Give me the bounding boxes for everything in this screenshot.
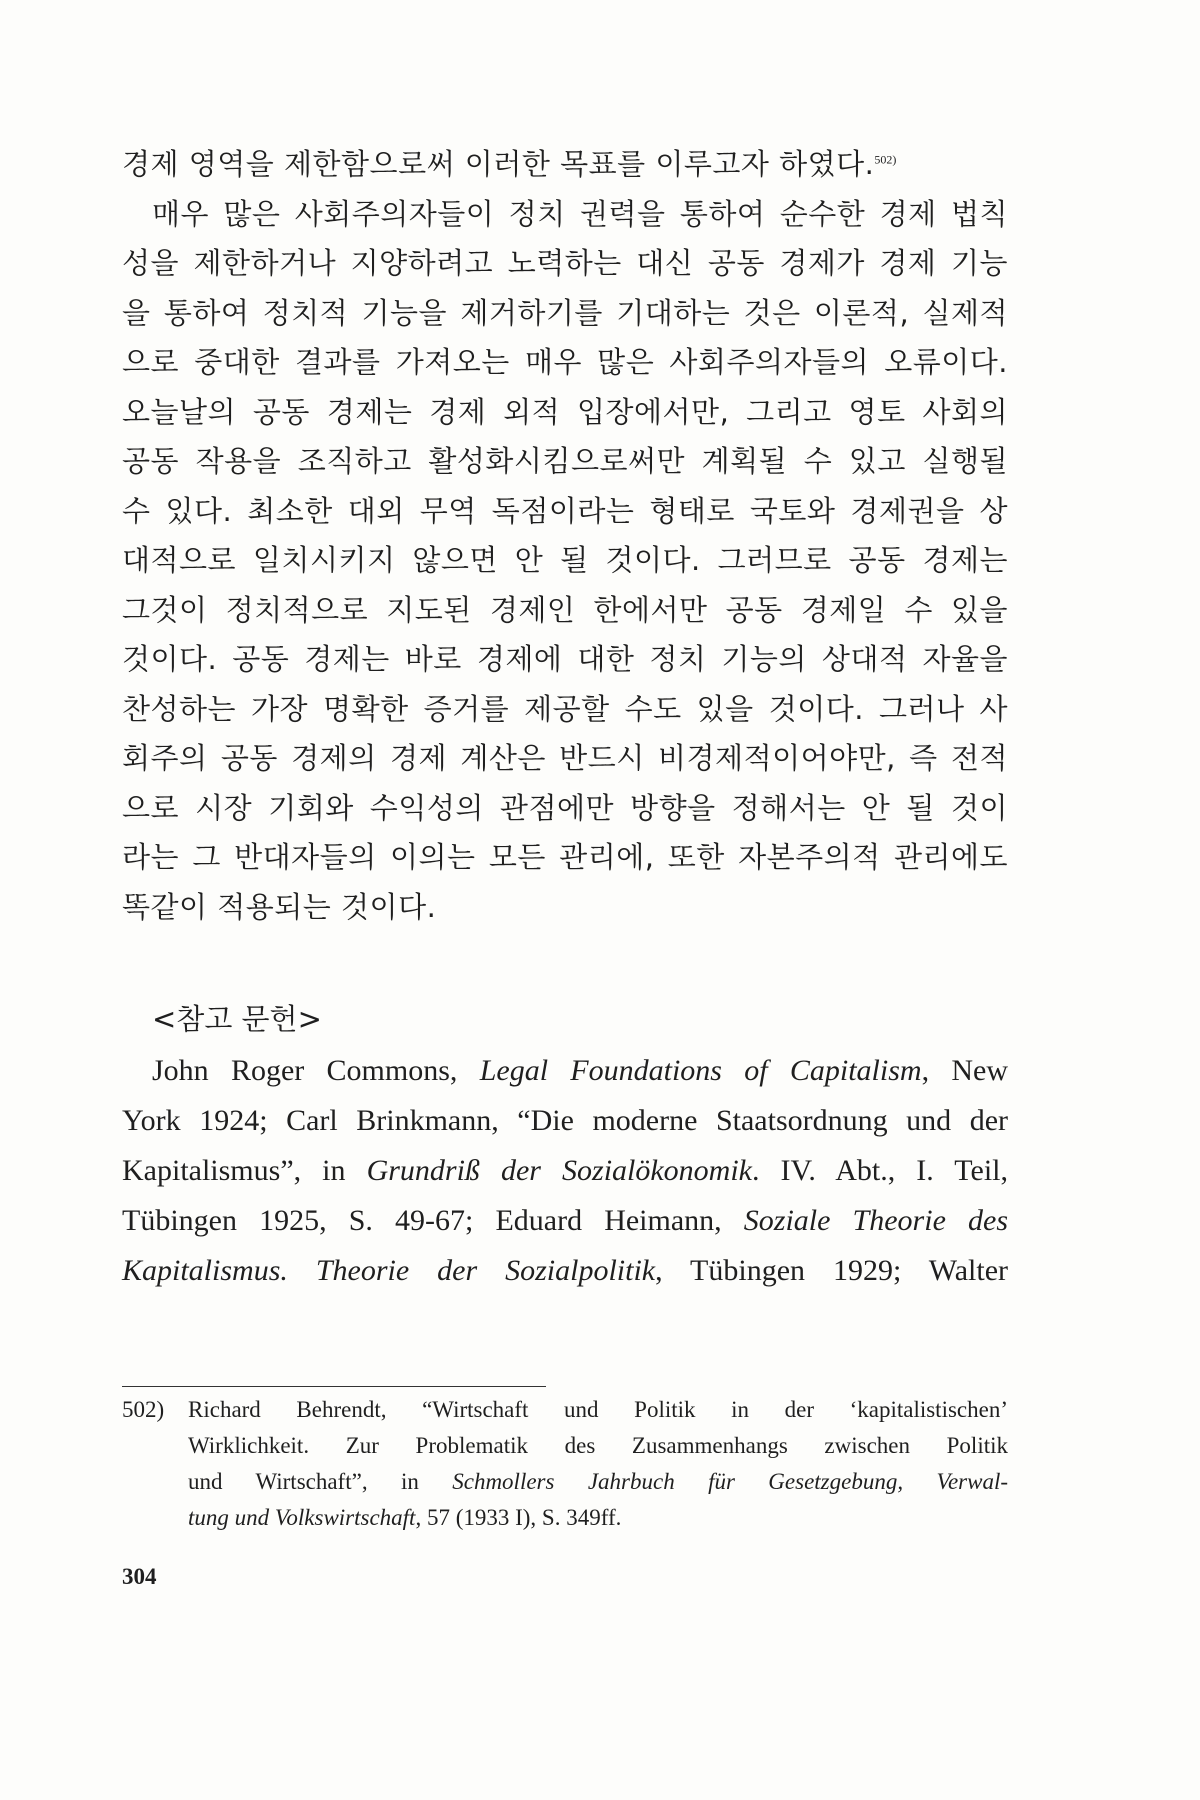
reference-text: , New: [921, 1054, 1008, 1087]
reference-line: [122, 1146, 1008, 1196]
body-line: [122, 140, 1008, 190]
body-line: 으로 시장 기회와 수익성의 관점에만 방향을 정해서는 안 될 것이: [122, 790, 1008, 825]
footnote-line: [188, 1464, 1008, 1500]
reference-text: John Roger Commons,: [152, 1054, 480, 1087]
footnote-number: 502): [122, 1397, 165, 1422]
reference-text: Kapitalismus”, in: [122, 1154, 367, 1187]
body-line: 대적으로 일치시키지 않으면 안 될 것이다. 그러므로 공동 경제는: [122, 543, 1008, 577]
footnote-body: [188, 1392, 1008, 1536]
body-line: 그것이 정치적으로 지도된 경제인 한에서만 공동 경제일 수 있을: [122, 592, 1008, 627]
body-line: 회주의 공동 경제의 경제 계산은 반드시 비경제적이어야만, 즉 전적: [122, 741, 1008, 775]
body-line: 수 있다. 최소한 대외 무역 독점이라는 형태로 국토와 경제권을 상: [122, 493, 1008, 528]
footnote-text: und Wirtschaft”, in: [188, 1469, 453, 1494]
page-content: [122, 140, 1008, 1296]
reference-title: Grundriß der Sozialökonomik: [366, 1154, 752, 1187]
footnote-reference[interactable]: 502): [874, 152, 897, 167]
body-line: 을 통하여 정치적 기능을 제거하기를 기대하는 것은 이론적, 실제적: [122, 295, 1008, 330]
body-line: 찬성하는 가장 명확한 증거를 제공할 수도 있을 것이다. 그러나 사: [122, 691, 1008, 726]
reference-text: . IV. Abt., I. Teil,: [752, 1154, 1008, 1187]
page-number: 304: [122, 1564, 157, 1589]
footnote: [122, 1392, 1008, 1536]
footnote-title: tung und Volkswirtschaft: [188, 1505, 416, 1530]
reference-title: Kapitalismus. Theorie der Sozialpolitik: [122, 1254, 656, 1287]
footnote-line: Wirklichkeit. Zur Problematik des Zusammenhangs zwischen Politik: [188, 1433, 1008, 1458]
footnote-line: Richard Behrendt, “Wirtschaft und Politik in der ‘kapitalistischen’: [188, 1397, 1008, 1422]
reference-line: [122, 1246, 1008, 1296]
body-line: 매우 많은 사회주의자들이 정치 권력을 통하여 순수한 경제 법칙: [152, 196, 1008, 231]
footnote-line: [188, 1500, 1008, 1536]
reference-title: Legal Foundations of Capitalism: [479, 1054, 922, 1087]
reference-line: York 1924; Carl Brinkmann, “Die moderne Staatsordnung und der: [122, 1104, 1008, 1137]
body-line: 라는 그 반대자들의 이의는 모든 관리에, 또한 자본주의적 관리에도: [122, 840, 1008, 874]
reference-line: [122, 1046, 1008, 1096]
reference-line: [122, 1196, 1008, 1246]
references-list: [122, 1046, 1008, 1296]
body-line: 똑같이 적용되는 것이다.: [122, 889, 437, 924]
body-line: 오늘날의 공동 경제는 경제 외적 입장에서만, 그리고 영토 사회의: [122, 394, 1008, 429]
footnote-title: Schmollers Jahrbuch für Gesetzgebung, Verwal-: [452, 1469, 1009, 1494]
body-line: 으로 중대한 결과를 가져오는 매우 많은 사회주의자들의 오류이다.: [122, 345, 1008, 379]
body-line: 것이다. 공동 경제는 바로 경제에 대한 정치 기능의 상대적 자율을: [122, 642, 1008, 676]
body-line-text: 경제 영역을 제한함으로써 이러한 목표를 이루고자 하였다.: [122, 147, 875, 181]
footnote-divider: [122, 1386, 546, 1387]
reference-title: Soziale Theorie des: [743, 1204, 1008, 1237]
body-line: 공동 작용을 조직하고 활성화시킴으로써만 계획될 수 있고 실행될: [122, 444, 1008, 478]
reference-text: , Tübingen 1929; Walter: [655, 1254, 1008, 1287]
body-line: 성을 제한하거나 지양하려고 노력하는 대신 공동 경제가 경제 기능: [122, 246, 1008, 280]
reference-text: Tübingen 1925, S. 49-67; Eduard Heimann,: [122, 1204, 744, 1237]
footnote-text: , 57 (1933 I), S. 349ff.: [415, 1505, 622, 1530]
references-heading: <참고 문헌>: [152, 1002, 322, 1036]
